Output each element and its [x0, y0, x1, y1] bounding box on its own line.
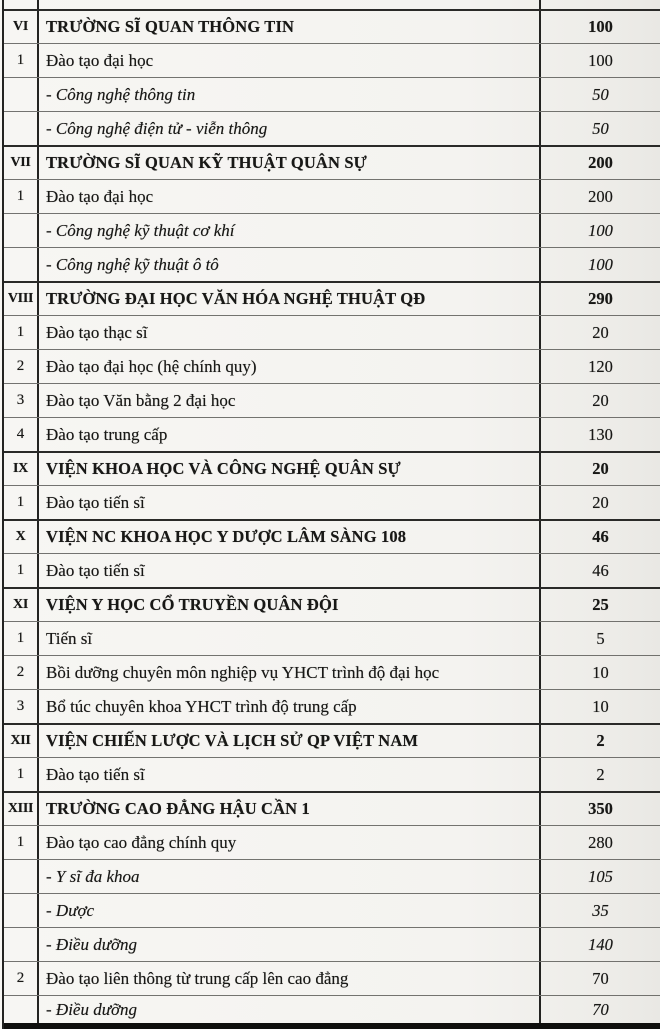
table-row: [4, 927, 660, 961]
row-value-cell: 280: [588, 832, 613, 852]
row-name-cell: [39, 0, 541, 9]
row-value-cell: 200: [588, 186, 613, 206]
row-value-cell: [541, 0, 660, 9]
table-row: [4, 961, 660, 995]
row-value-cell: 100: [588, 50, 613, 70]
row-name-cell: Đào tạo đại học: [39, 44, 541, 77]
row-name-cell: - Điều dưỡng: [39, 928, 541, 961]
row-name-cell: Bồi dưỡng chuyên môn nghiệp vụ YHCT trình độ đại học: [39, 656, 541, 689]
row-name-cell: - Công nghệ thông tin: [39, 78, 541, 111]
row-value-cell: 200: [588, 153, 613, 172]
row-number-cell: [4, 214, 39, 247]
table-row: [4, 485, 660, 519]
table-row: [4, 247, 660, 281]
row-number-cell: [4, 894, 39, 927]
row-number-cell: 3: [4, 690, 39, 723]
partial-row-top: [4, 0, 660, 9]
table-row: [4, 179, 660, 213]
table-row: [4, 349, 660, 383]
row-name-cell: Đào tạo cao đẳng chính quy: [39, 826, 541, 859]
row-value-cell: 105: [588, 866, 613, 886]
row-name-cell: Đào tạo tiến sĩ: [39, 554, 541, 587]
row-value-cell: 35: [592, 900, 609, 920]
row-value-cell: 20: [592, 322, 609, 342]
row-value-cell: 100: [588, 17, 613, 36]
row-value-cell: 350: [588, 799, 613, 818]
row-number-cell: XIII: [4, 793, 39, 825]
row-value-cell: 10: [592, 696, 609, 716]
table-row: [4, 111, 660, 145]
table-row: [4, 791, 660, 825]
row-name-cell: - Công nghệ kỹ thuật ô tô: [39, 248, 541, 281]
row-number-cell: 1: [4, 180, 39, 213]
row-number-cell: VI: [4, 11, 39, 43]
row-name-cell: - Công nghệ điện tử - viễn thông: [39, 112, 541, 145]
row-value-cell: 120: [588, 356, 613, 376]
row-value-cell: 46: [592, 527, 609, 546]
row-name-cell: VIỆN Y HỌC CỔ TRUYỀN QUÂN ĐỘI: [39, 589, 541, 621]
table-row: [4, 757, 660, 791]
row-name-cell: VIỆN KHOA HỌC VÀ CÔNG NGHỆ QUÂN SỰ: [39, 453, 541, 485]
row-name-cell: VIỆN NC KHOA HỌC Y DƯỢC LÂM SÀNG 108: [39, 521, 541, 553]
table-row: [4, 281, 660, 315]
row-name-cell: Bổ túc chuyên khoa YHCT trình độ trung cấp: [39, 690, 541, 723]
table-row: [4, 723, 660, 757]
table-row: [4, 315, 660, 349]
table-row: [4, 145, 660, 179]
row-number-cell: VII: [4, 147, 39, 179]
table-row: [4, 77, 660, 111]
row-number-cell: 1: [4, 486, 39, 519]
row-name-cell: TRƯỜNG ĐẠI HỌC VĂN HÓA NGHỆ THUẬT QĐ: [39, 283, 541, 315]
row-number-cell: 1: [4, 554, 39, 587]
row-number-cell: XII: [4, 725, 39, 757]
row-number-cell: IX: [4, 453, 39, 485]
row-name-cell: TRƯỜNG CAO ĐẲNG HẬU CẦN 1: [39, 793, 541, 825]
row-number-cell: [4, 928, 39, 961]
row-number-cell: 1: [4, 316, 39, 349]
row-number-cell: 1: [4, 44, 39, 77]
table-row: [4, 213, 660, 247]
table-row: [4, 893, 660, 927]
table-row: [4, 451, 660, 485]
row-number-cell: [4, 996, 39, 1023]
row-number-cell: VIII: [4, 283, 39, 315]
row-number-cell: 4: [4, 418, 39, 451]
row-name-cell: Đào tạo tiến sĩ: [39, 758, 541, 791]
row-number-cell: [4, 112, 39, 145]
row-name-cell: Đào tạo liên thông từ trung cấp lên cao đẳng: [39, 962, 541, 995]
row-number-cell: [4, 860, 39, 893]
table-row: [4, 587, 660, 621]
table-row: [4, 655, 660, 689]
row-value-cell: 10: [592, 662, 609, 682]
row-name-cell: TRƯỜNG SĨ QUAN KỸ THUẬT QUÂN SỰ: [39, 147, 541, 179]
row-number-cell: XI: [4, 589, 39, 621]
table-row: [4, 43, 660, 77]
row-value-cell: 2: [596, 731, 605, 750]
row-number-cell: 1: [4, 758, 39, 791]
row-number-cell: 2: [4, 656, 39, 689]
row-name-cell: TRƯỜNG SĨ QUAN THÔNG TIN: [39, 11, 541, 43]
row-number-cell: X: [4, 521, 39, 553]
row-value-cell: 100: [588, 220, 613, 240]
row-number-cell: 3: [4, 384, 39, 417]
table-row: [4, 995, 660, 1029]
row-value-cell: 50: [592, 84, 609, 104]
table-row: [4, 689, 660, 723]
row-value-cell: 20: [592, 390, 609, 410]
table-row: [4, 383, 660, 417]
table-row: [4, 553, 660, 587]
row-value-cell: 290: [588, 289, 613, 308]
row-name-cell: Tiến sĩ: [39, 622, 541, 655]
row-number-cell: 1: [4, 622, 39, 655]
row-name-cell: - Y sĩ đa khoa: [39, 860, 541, 893]
row-number-cell: 2: [4, 962, 39, 995]
row-value-cell: 25: [592, 595, 609, 614]
row-value-cell: 140: [588, 934, 613, 954]
row-number-cell: 2: [4, 350, 39, 383]
table-row: [4, 417, 660, 451]
row-number-cell: 1: [4, 826, 39, 859]
row-name-cell: Đào tạo Văn bằng 2 đại học: [39, 384, 541, 417]
row-name-cell: - Điều dưỡng: [39, 996, 541, 1023]
row-value-cell: 20: [592, 492, 609, 512]
row-value-cell: 46: [592, 560, 609, 580]
table-row: [4, 621, 660, 655]
table-row: [4, 825, 660, 859]
row-value-cell: 130: [588, 424, 613, 444]
row-value-cell: 70: [592, 999, 609, 1019]
row-name-cell: - Công nghệ kỹ thuật cơ khí: [39, 214, 541, 247]
row-value-cell: 20: [592, 459, 609, 478]
row-value-cell: 50: [592, 118, 609, 138]
row-name-cell: Đào tạo đại học (hệ chính quy): [39, 350, 541, 383]
row-name-cell: Đào tạo thạc sĩ: [39, 316, 541, 349]
table-row: [4, 859, 660, 893]
row-value-cell: 70: [592, 968, 609, 988]
admission-quota-table: [2, 0, 660, 1029]
row-value-cell: 100: [588, 254, 613, 274]
row-number-cell: [4, 78, 39, 111]
row-name-cell: Đào tạo đại học: [39, 180, 541, 213]
row-value-cell: 5: [596, 628, 605, 648]
row-name-cell: VIỆN CHIẾN LƯỢC VÀ LỊCH SỬ QP VIỆT NAM: [39, 725, 541, 757]
row-name-cell: Đào tạo trung cấp: [39, 418, 541, 451]
table-row: [4, 9, 660, 43]
table-row: [4, 519, 660, 553]
row-number-cell: [4, 248, 39, 281]
row-name-cell: Đào tạo tiến sĩ: [39, 486, 541, 519]
row-name-cell: - Dược: [39, 894, 541, 927]
row-value-cell: 2: [596, 764, 605, 784]
row-number-cell: [4, 0, 39, 9]
